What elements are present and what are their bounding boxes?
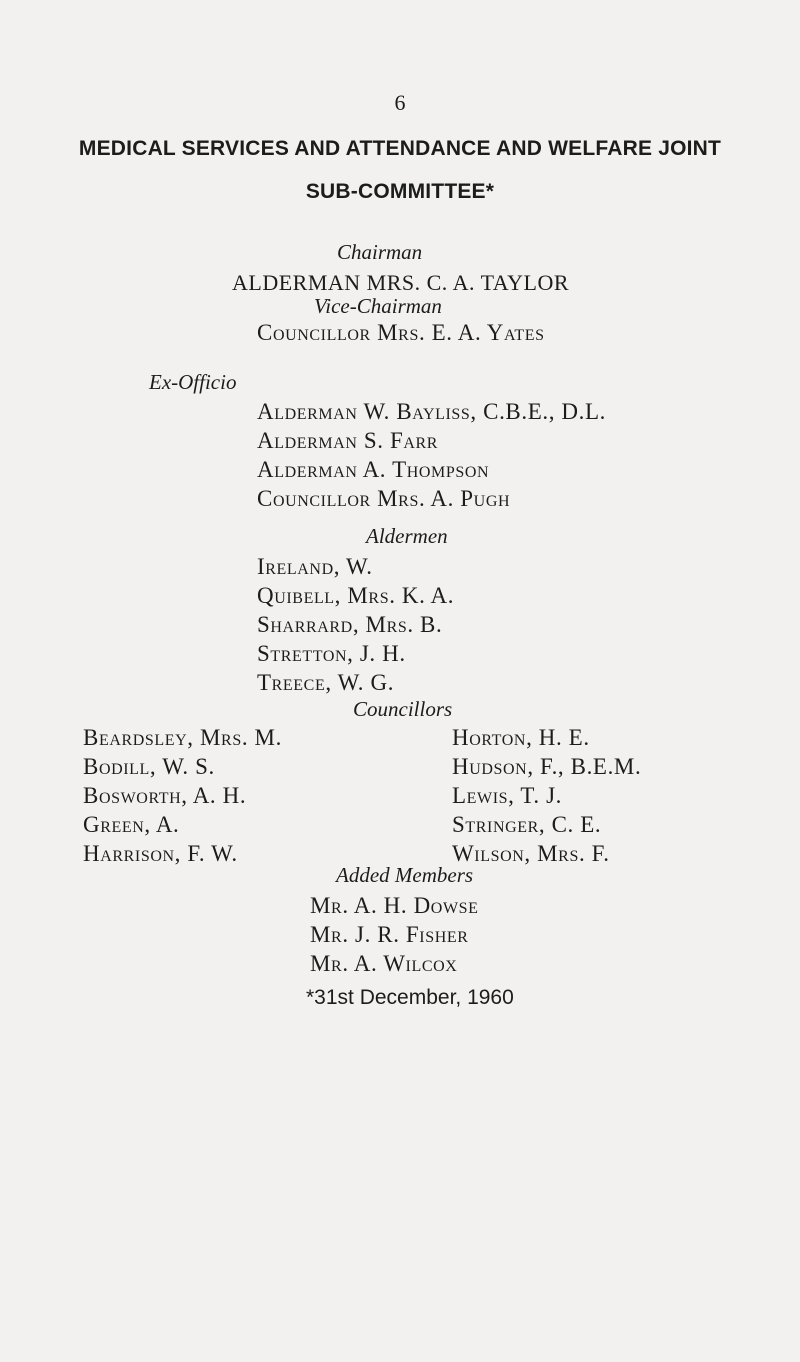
vice-chairman-name: Councillor Mrs. E. A. Yates (257, 320, 545, 345)
councillor-member: Lewis, T. J. (452, 783, 562, 808)
chairman-name: ALDERMAN MRS. C. A. TAYLOR (232, 270, 570, 295)
alderman-member: Ireland, W. (257, 554, 373, 579)
councillor-member: Bodill, W. S. (83, 754, 215, 779)
councillor-member: Beardsley, Mrs. M. (83, 725, 282, 750)
page-number: 6 (394, 90, 406, 115)
page-title-line-1: MEDICAL SERVICES AND ATTENDANCE AND WELFARE JOINT (78, 137, 722, 160)
aldermen-heading: Aldermen (366, 524, 448, 548)
vice-chairman-heading: Vice-Chairman (314, 294, 442, 318)
ex-officio-member: Alderman A. Thompson (257, 457, 490, 482)
councillors-heading: Councillors (353, 697, 453, 721)
alderman-member: Stretton, J. H. (257, 641, 406, 666)
footnote: *31st December, 1960 (306, 986, 514, 1009)
councillor-member: Green, A. (83, 812, 180, 837)
ex-officio-list (257, 397, 606, 513)
aldermen-list (257, 552, 454, 697)
councillor-member: Hudson, F., B.E.M. (452, 754, 642, 779)
councillors-right-list (452, 723, 641, 868)
page-title-line-2: SUB-COMMITTEE* (305, 180, 495, 203)
chairman-heading: Chairman (337, 240, 423, 264)
ex-officio-member: Alderman W. Bayliss, C.B.E., D.L. (257, 399, 606, 424)
councillor-member: Bosworth, A. H. (83, 783, 247, 808)
ex-officio-member: Councillor Mrs. A. Pugh (257, 486, 511, 511)
alderman-member: Sharrard, Mrs. B. (257, 612, 443, 637)
councillor-member: Stringer, C. E. (452, 812, 602, 837)
added-members-heading: Added Members (336, 863, 474, 887)
ex-officio-member: Alderman S. Farr (257, 428, 439, 453)
councillor-member: Harrison, F. W. (83, 841, 238, 866)
councillor-member: Horton, H. E. (452, 725, 590, 750)
added-member: Mr. J. R. Fisher (310, 922, 469, 947)
councillor-member: Wilson, Mrs. F. (452, 841, 610, 866)
alderman-member: Quibell, Mrs. K. A. (257, 583, 455, 608)
added-member: Mr. A. H. Dowse (310, 893, 479, 918)
councillors-left-list (83, 723, 282, 868)
ex-officio-heading: Ex-Officio (149, 370, 237, 394)
added-members-list (310, 891, 479, 978)
added-member: Mr. A. Wilcox (310, 951, 458, 976)
alderman-member: Treece, W. G. (257, 670, 395, 695)
